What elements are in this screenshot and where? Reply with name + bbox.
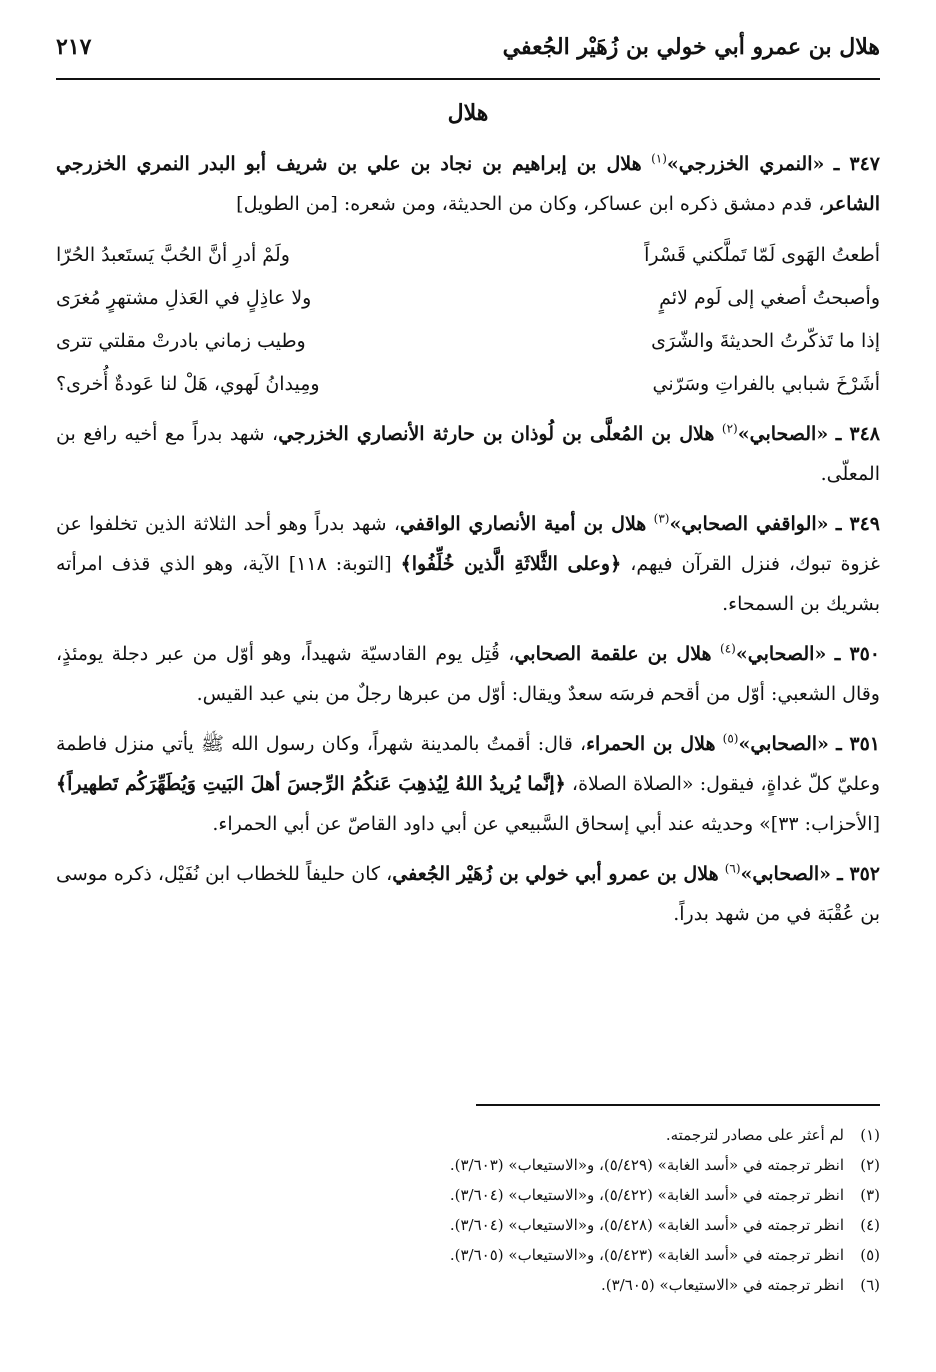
entry-349 xyxy=(56,504,880,624)
entry-name: هلال بن إبراهيم بن نجاد بن علي بن شريف أبو البدر النمري الخزرجي الشاعر xyxy=(56,153,880,215)
entry-nisba: «الواقفي الصحابي» xyxy=(669,513,829,535)
entry-text: ، شهد بدراً وهو أحد الثلاثة الذين تخلفوا عن غزوة تبوك، فنزل القرآن فيهم، xyxy=(56,513,880,575)
footnote-ref: (٦) xyxy=(724,861,741,876)
footnote-number: (٤) xyxy=(860,1216,880,1234)
footnote-text: انظر ترجمته في «أسد الغابة» (٥/٤٢٢)، و«الاستيعاب» (٣/٦٠٤). xyxy=(449,1186,844,1204)
entry-number: ٣٥٠ ـ xyxy=(834,643,881,665)
footnote-ref: (٣) xyxy=(653,511,670,526)
entry-name: هلال بن عمرو أبي خولي بن زُهَيْر الجُعفي xyxy=(392,863,719,885)
entry-nisba: «الصحابي» xyxy=(738,733,829,755)
footnote-ref: (١) xyxy=(651,151,667,166)
entry-number: ٣٤٩ ـ xyxy=(835,513,880,535)
verse-first-hemistich: أشَرْخَ شبابي بالفراتِ وسَرّني xyxy=(652,373,880,395)
verse-first-hemistich: إذا ما تَذكّرتُ الحديثةَ والشّرَى xyxy=(651,330,880,352)
verse-second-hemistich: ومِيدانُ لَهوي، هَلْ لنا عَودةٌ أُخرى؟ xyxy=(56,373,320,395)
entry-text: ، كان حليفاً للخطاب ابن نُفَيْل، ذكره موسى بن عُقْبَة في من شهد بدراً. xyxy=(56,863,880,925)
footnote xyxy=(56,1270,880,1300)
page-number: ٢١٧ xyxy=(56,34,92,60)
footnote-number: (١) xyxy=(860,1126,880,1144)
running-title: هلال بن عمرو أبي خولي بن زُهَيْر الجُعفي xyxy=(502,34,880,60)
entry-name: هلال بن أمية الأنصاري الواقفي xyxy=(399,513,647,535)
entry-number: ٣٥٢ ـ xyxy=(837,863,881,885)
entry-number: ٣٤٧ ـ xyxy=(833,153,880,175)
entry-348 xyxy=(56,414,880,494)
verse-first-hemistich: وأصبحتُ أصغي إلى لَوم لائمٍ xyxy=(659,287,880,309)
footnote-number: (٣) xyxy=(860,1186,880,1204)
section-heading: هلال xyxy=(447,100,489,126)
footnote xyxy=(56,1210,880,1240)
footnote-ref: (٤) xyxy=(720,641,736,656)
poem xyxy=(56,234,880,406)
entry-number: ٣٤٨ ـ xyxy=(835,423,881,445)
entry-347 xyxy=(56,144,880,224)
footnotes xyxy=(56,1120,880,1300)
entry-350 xyxy=(56,634,880,714)
entry-text: ، شهد بدراً مع أخيه رافع بن المعلّى. xyxy=(56,423,880,485)
quran-quote: ﴿وعلى الثَّلاثَةِ الَّذين خُلِّفُوا﴾ xyxy=(400,553,622,575)
poem-verse xyxy=(56,277,880,320)
footnote-number: (٥) xyxy=(860,1246,880,1264)
entry-nisba: «الصحابي» xyxy=(737,423,829,445)
verse-first-hemistich: أطعتُ الهَوى لَمّا تَملَّكني قَسْراً xyxy=(644,244,880,266)
entry-351 xyxy=(56,724,880,844)
entry-text-continued: [الأحزاب: ٣٣]» وحديثه عند أبي إسحاق السَّبيعي عن أبي داود القاصّ عن أبي الحمراء. xyxy=(212,813,880,835)
verse-second-hemistich: ولا عاذِلٍ في العَذلِ مشتهرٍ مُغرَى xyxy=(56,287,312,309)
footnote-text: لم أعثر على مصادر لترجمته. xyxy=(665,1126,844,1144)
entry-name: هلال بن المُعلَّى بن لُوذان بن حارثة الأنصاري الخزرجي xyxy=(278,423,715,445)
entry-name: هلال بن علقمة الصحابي xyxy=(514,643,712,665)
footnote-text: انظر ترجمته في «أسد الغابة» (٥/٤٢٩)، و«الاستيعاب» (٣/٦٠٣). xyxy=(449,1156,844,1174)
verse-second-hemistich: ولَمْ أدرِ أنَّ الحُبَّ يَستَعبدُ الحُرّا xyxy=(56,244,290,266)
footnote-text: انظر ترجمته في «الاستيعاب» (٣/٦٠٥). xyxy=(600,1276,844,1294)
entry-nisba: «الصحابي» xyxy=(740,863,832,885)
footnote-ref: (٥) xyxy=(722,731,739,746)
verse-second-hemistich: وطيب زماني بادرتْ مقلتي تترى xyxy=(56,330,306,352)
entry-352 xyxy=(56,854,880,934)
entry-name: هلال بن الحمراء xyxy=(586,733,716,755)
footnote-number: (٢) xyxy=(860,1156,880,1174)
footnote xyxy=(56,1150,880,1180)
running-header xyxy=(56,26,880,80)
poem-verse xyxy=(56,234,880,277)
quran-quote: ﴿إنَّما يُريدُ اللهُ لِيُذهِبَ عَنكُمُ الرِّجسَ أهلَ البَيتِ وَيُطَهِّرَكُم تَطهيراً﴾ xyxy=(56,773,566,795)
entry-text: ، قدم دمشق ذكره ابن عساكر، وكان من الحديثة، ومن شعره: [من الطويل] xyxy=(236,193,825,215)
poem-verse xyxy=(56,363,880,406)
footnote-text: انظر ترجمته في «أسد الغابة» (٥/٤٢٨)، و«الاستيعاب» (٣/٦٠٤). xyxy=(449,1216,844,1234)
entry-nisba: «النمري الخزرجي» xyxy=(666,153,825,175)
footnote-ref: (٢) xyxy=(721,421,738,436)
entry-text: ، قال: أقمتُ بالمدينة شهراً، وكان رسول الله ﷺ يأتي منزل فاطمة وعليّ كلّ غداةٍ، فيقول: «الصلاة الصلاة، xyxy=(56,733,880,795)
footnote-divider xyxy=(476,1104,880,1106)
footnote-text: انظر ترجمته في «أسد الغابة» (٥/٤٢٣)، و«الاستيعاب» (٣/٦٠٥). xyxy=(449,1246,844,1264)
footnote xyxy=(56,1120,880,1150)
footnote xyxy=(56,1240,880,1270)
entry-text-continued: [التوبة: ١١٨] الآية، وهو الذي قذف امرأته بشريك بن السمحاء. xyxy=(56,553,880,615)
entry-text: ، قُتِل يوم القادسيّة شهيداً، وهو أوّل من عبر دجلة يومئذٍ، وقال الشعبي: أوّل من أقحم فرسَه سعدٌ ويقال: أوّل من عبرها رجلٌ من بني عبد القيس. xyxy=(56,643,880,705)
poem-verse xyxy=(56,320,880,363)
footnote-number: (٦) xyxy=(860,1276,880,1294)
entry-nisba: «الصحابي» xyxy=(735,643,827,665)
footnote xyxy=(56,1180,880,1210)
entry-number: ٣٥١ ـ xyxy=(836,733,881,755)
body-text xyxy=(56,144,880,944)
